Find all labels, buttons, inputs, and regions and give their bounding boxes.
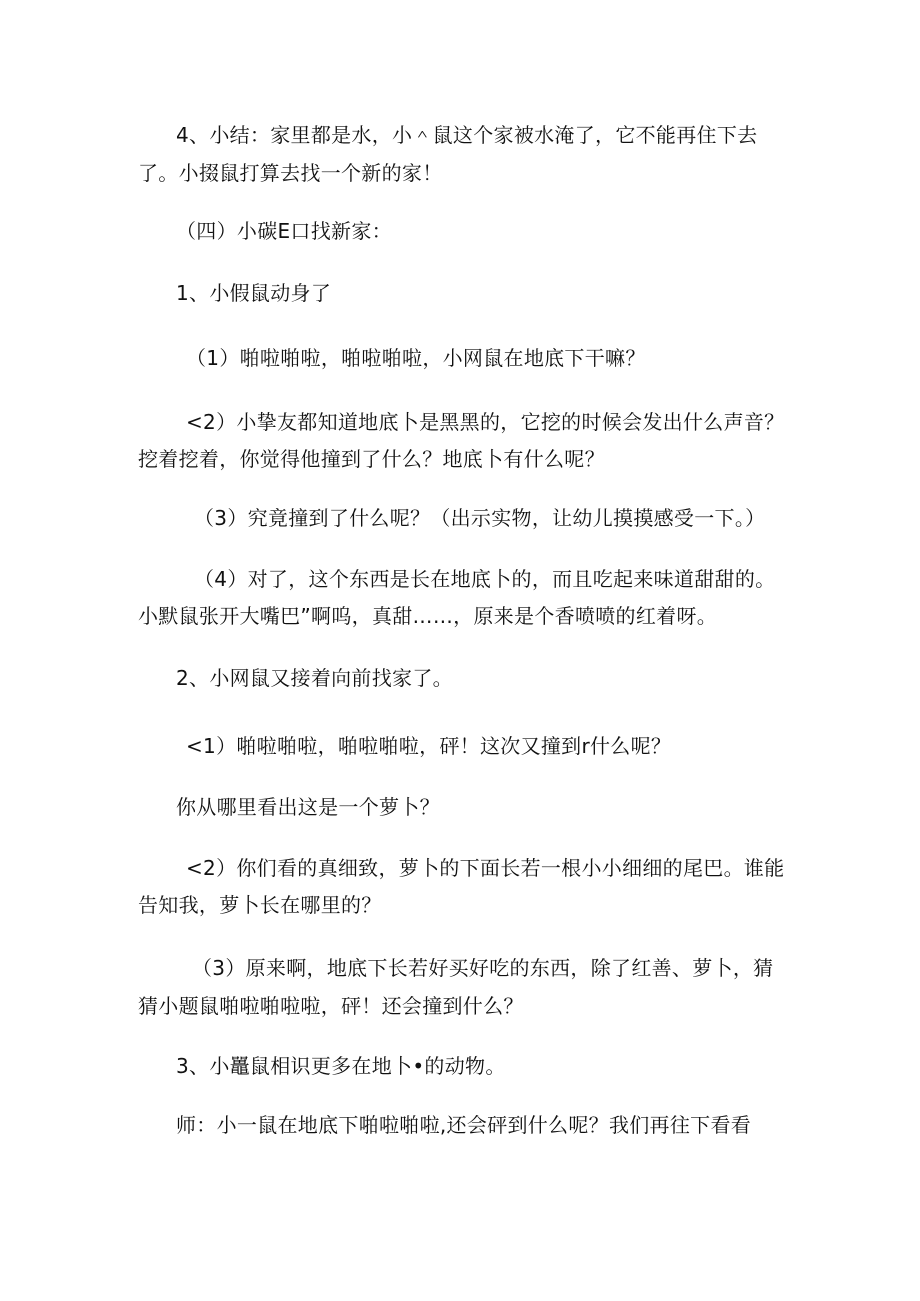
item-1-sub-2-line-1: <2）小挚友都知道地底卜是黑黑的，它挖的时候会发出什么声音？	[186, 410, 785, 434]
item-2-sub-1: <1）啪啦啪啦，啪啦啪啦，砰！这次又撞到r什么呢？	[186, 734, 672, 758]
item-2-sub-3-line-2: 猜小题鼠啪啦啪啦啦，砰！还会撞到什么？	[138, 994, 524, 1018]
item-1-sub-2-line-2: 挖着挖着，你觉得他撞到了什么？地底卜有什么呢？	[138, 447, 605, 471]
item-1-heading: 1、小假鼠动身了	[176, 281, 332, 305]
item-2-sub-2-line-1: <2）你们看的真细致，萝卜的下面长若一根小小细细的尾巴。谁能	[186, 856, 785, 880]
paragraph-summary-line-1: 4、小结：家里都是水，小＾鼠这个家被水淹了，它不能再住下去	[176, 123, 758, 147]
item-1-sub-3: （3）究竟撞到了什么呢？（出示实物，让幼儿摸摸感受一下。）	[194, 506, 766, 530]
item-2-heading: 2、小网鼠又接着向前找家了。	[176, 666, 453, 690]
item-1-sub-4-line-2: 小默鼠张开大嘴巴”啊呜，真甜……，原来是个香喷喷的红着呀。	[138, 604, 718, 628]
item-2-sub-3-line-1: （3）原来啊，地底下长若好买好吃的东西，除了红善、萝卜，猜	[192, 956, 774, 980]
section-heading-four: （四）小碳E口找新家：	[176, 219, 392, 243]
paragraph-summary-line-2: 了。小掇鼠打算去找一个新的家！	[138, 161, 443, 185]
item-1-sub-4-line-1: （4）对了，这个东西是长在地底卜的，而且吃起来味道甜甜的。	[194, 567, 776, 591]
item-2-sub-1-followup: 你从哪里看出这是一个萝卜？	[176, 795, 440, 819]
item-3-heading: 3、小鼉鼠相识更多在地卜•的动物。	[176, 1054, 506, 1078]
item-1-sub-1: （1）啪啦啪啦，啪啦啪啦，小网鼠在地底下干嘛？	[186, 346, 646, 370]
item-2-sub-2-line-2: 告知我，萝卜长在哪里的？	[138, 893, 382, 917]
teacher-line: 师：小一鼠在地底下啪啦啪啦,还会砰到什么呢？我们再往下看看	[176, 1113, 752, 1137]
